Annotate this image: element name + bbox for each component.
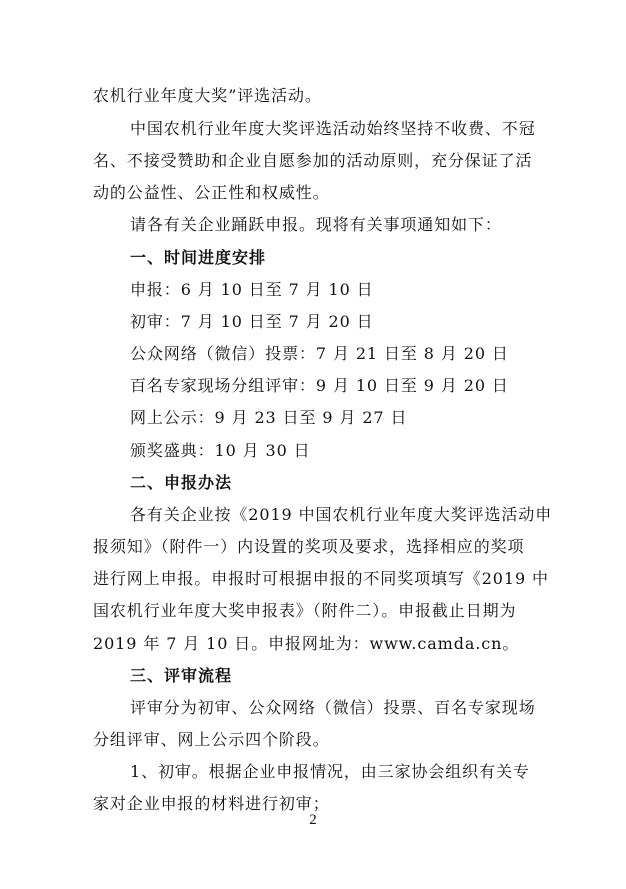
section-heading: 三、评审流程 [130,666,233,685]
paragraph-line: 中国农机行业年度大奖评选活动始终坚持不收费、不冠 [130,119,536,138]
paragraph-line: 分组评审、网上公示四个阶段。 [93,730,330,749]
paragraph-line: 国农机行业年度大奖申报表》（附件二）。申报截止日期为 [93,601,517,620]
section-heading: 二、申报办法 [130,473,233,492]
schedule-item: 网上公示：9 月 23 日至 9 月 27 日 [130,408,408,427]
paragraph-line: 报须知》（附件一）内设置的奖项及要求，选择相应的奖项 [93,537,525,556]
paragraph-line: 进行网上申报。申报时可根据申报的不同奖项填写《2019 中 [93,569,549,588]
schedule-item: 公众网络（微信）投票：7 月 21 日至 8 月 20 日 [130,344,509,363]
schedule-item: 百名专家现场分组评审：9 月 10 日至 9 月 20 日 [130,376,509,395]
paragraph-line: 请各有关企业踊跃申报。现将有关事项通知如下： [130,215,502,234]
schedule-item: 申报：6 月 10 日至 7 月 10 日 [130,280,374,299]
paragraph-line: 动的公益性、公正性和权威性。 [93,183,330,202]
section-heading: 一、时间进度安排 [130,248,267,267]
paragraph-line: 评审分为初审、公众网络（微信）投票、百名专家现场 [130,698,536,717]
paragraph-line: 家对企业申报的材料进行初审； [93,794,330,813]
paragraph-line: 各有关企业按《2019 中国农机行业年度大奖评选活动申 [130,505,553,524]
paragraph-line: 2019 年 7 月 10 日。申报网址为：www.camda.cn。 [93,634,520,653]
paragraph-line: 名、不接受赞助和企业自愿参加的活动原则，充分保证了活 [93,151,533,170]
paragraph-line: 农机行业年度大奖”评选活动。 [93,86,322,105]
schedule-item: 颁奖盛典：10 月 30 日 [130,441,311,460]
schedule-item: 初审：7 月 10 日至 7 月 20 日 [130,312,374,331]
page-number: 2 [309,812,317,828]
paragraph-line: 1、初审。根据企业申报情况，由三家协会组织有关专 [130,762,530,781]
